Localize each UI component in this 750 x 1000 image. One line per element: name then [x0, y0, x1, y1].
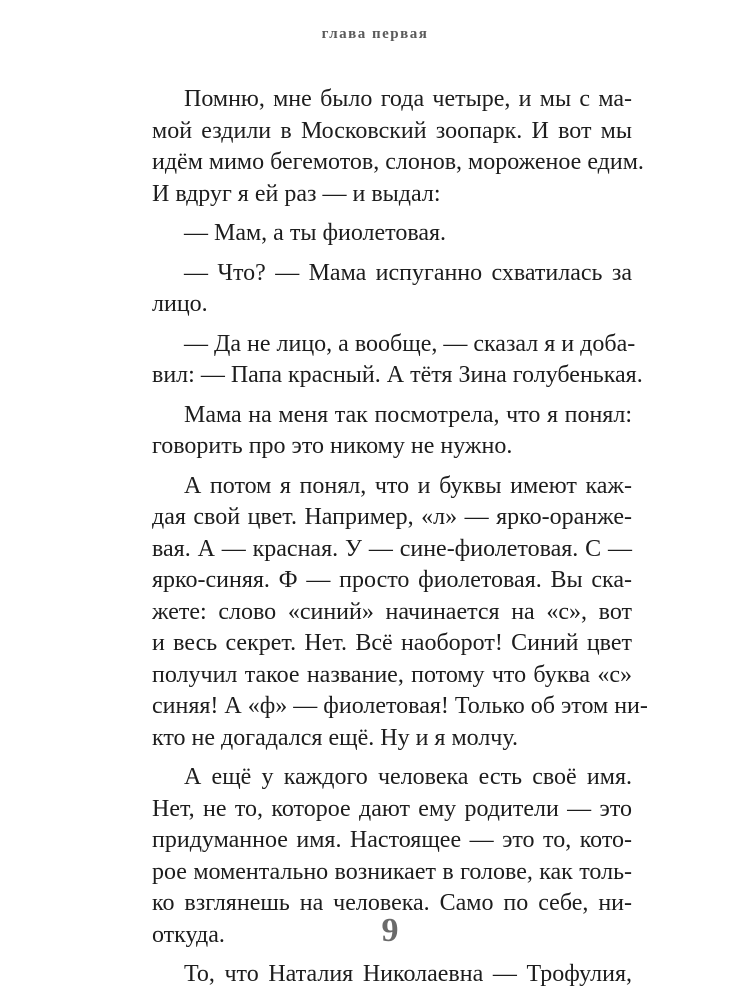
text-line: и весь секрет. Нет. Всё наоборот! Синий цвет — [152, 630, 632, 656]
text-line: рое моментально возникает в голове, как толь- — [152, 858, 632, 885]
text-line: И вдруг я ей раз — и выдал: — [152, 180, 441, 207]
running-head: глава первая — [321, 26, 429, 42]
text-line: вил: — Папа красный. А тётя Зина голубенькая. — [152, 362, 643, 388]
text-line: А потом я понял, что и буквы имеют каж- — [184, 472, 632, 499]
text-line: говорить про это никому не нужно. — [152, 433, 513, 459]
text-line: дая свой цвет. Например, «л» — ярко-оранже- — [152, 504, 632, 530]
text-line: — Да не лицо, а вообще, — сказал я и доба- — [184, 330, 636, 357]
text-line: идём мимо бегемотов, слонов, мороженое едим. — [152, 149, 644, 175]
text-line: кто не догадался ещё. Ну и я молчу. — [152, 724, 518, 751]
text-line: А ещё у каждого человека есть своё имя. — [184, 764, 632, 790]
text-line: То, что Наталия Николаевна — Трофулия, — [184, 961, 632, 987]
text-line: — Что? — Мама испуганно схватилась за — [184, 259, 632, 286]
text-line: Мама на меня так посмотрела, что я понял: — [184, 401, 632, 428]
text-line: ко взглянешь на человека. Само по себе, ни- — [152, 890, 632, 916]
text-line: лицо. — [152, 291, 208, 317]
text-line: откуда. — [152, 921, 225, 948]
text-line: вая. А — красная. У — сине-фиолетовая. С — — [152, 535, 632, 562]
text-line: Помню, мне было года четыре, и мы с ма- — [184, 86, 632, 112]
text-line: жете: слово «синий» начинается на «с», вот — [152, 598, 632, 625]
text-line: получил такое название, потому что буква «с» — [152, 661, 632, 688]
text-line: Нет, не то, которое дают ему родители — это — [152, 795, 632, 822]
text-line: ярко-синяя. Ф — просто фиолетовая. Вы ска- — [152, 567, 632, 593]
text-line: мой ездили в Московский зоопарк. И вот мы — [152, 117, 632, 144]
body-text — [152, 84, 648, 991]
text-line: синяя! А «ф» — фиолетовая! Только об этом ни- — [152, 693, 648, 719]
page-number: 9 — [381, 912, 399, 949]
text-line: придуманное имя. Настоящее — это то, кото- — [152, 827, 632, 853]
text-line: — Мам, а ты фиолетовая. — [184, 220, 447, 246]
